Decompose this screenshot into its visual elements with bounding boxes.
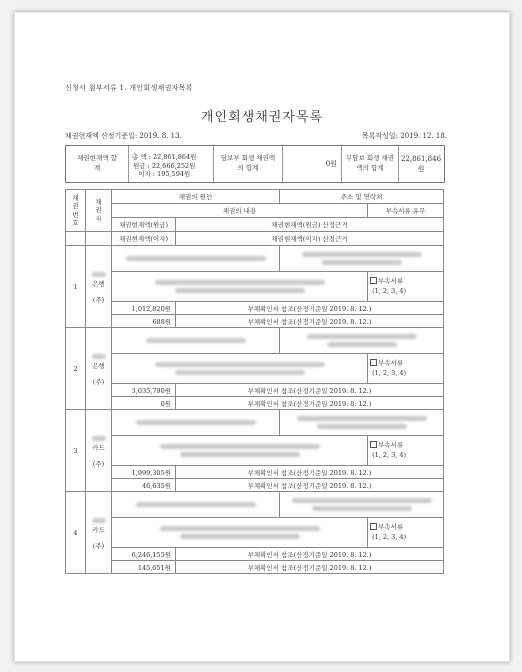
header-interest-basis: 채권현재액(이자) 산정근거	[176, 232, 444, 246]
summary-total: 총 액 : 22,861,864원	[132, 152, 197, 161]
header-principal-basis: 채권현재액(원금) 산정근거	[176, 218, 444, 232]
interest-basis: 부채확인서 참조(산정기준일 2019. 8. 12.)	[176, 479, 444, 492]
document-frame	[14, 12, 510, 662]
summary-label-total: 채권현재액 합계	[66, 146, 129, 182]
summary-secured: 0원	[282, 146, 342, 182]
page-title: 개인회생채권자목록	[200, 110, 324, 125]
attachment-heading: 신청서 첨부서류 1. 개인회생채권자목록	[65, 84, 193, 92]
created-date: 목록작성일: 2019. 12. 18.	[361, 132, 447, 140]
interest-basis: 부채확인서 참조(산정기준일 2019. 8. 12.)	[176, 315, 444, 328]
interest-basis: 부채확인서 참조(산정기준일 2019. 8. 12.)	[176, 561, 444, 574]
header-claim-no: 채권번호	[66, 190, 86, 232]
base-date: 채권현재액 산정기준일: 2019. 8. 13.	[65, 132, 182, 140]
interest-amount: 0원	[112, 397, 176, 410]
interest-amount: 46,635원	[112, 479, 176, 492]
creditor-row	[66, 328, 444, 354]
summary-unsecured: 22,861,846원	[400, 154, 442, 173]
summary-box	[65, 145, 445, 183]
claim-number: 4	[66, 492, 86, 574]
header-creditor: 채권자	[86, 190, 112, 232]
principal-basis: 부채확인서 참조(산정기준일 2019. 8. 12.)	[176, 548, 444, 561]
attachment-checkbox[interactable]: 부속서류 (1, 2, 3, 4)	[368, 518, 444, 548]
claim-number: 2	[66, 328, 86, 410]
interest-amount: 145,651원	[112, 561, 176, 574]
claim-content-redacted	[112, 272, 368, 302]
claim-number: 3	[66, 410, 86, 492]
claim-cause-redacted	[112, 492, 280, 518]
header-attachment: 부속서류 유무	[368, 204, 444, 218]
claim-cause-redacted	[112, 246, 280, 272]
creditor-name: 은행 (주)	[86, 246, 112, 328]
header-cause: 채권의 원인	[112, 190, 280, 204]
interest-amount: 688원	[112, 315, 176, 328]
claim-cause-redacted	[112, 410, 280, 436]
document-page	[15, 13, 509, 661]
header-principal: 채권현재액(원금)	[112, 218, 176, 232]
creditor-row	[66, 492, 444, 518]
claim-content-redacted	[112, 518, 368, 548]
principal-amount: 1,999,305원	[112, 466, 176, 479]
summary-principal: 원금 : 22,666,252원	[133, 161, 196, 170]
header-content: 채권의 내용	[112, 204, 368, 218]
creditor-name: 카드 (주)	[86, 492, 112, 574]
header-interest: 채권현재액(이자)	[112, 232, 176, 246]
contact-redacted	[280, 410, 444, 436]
contact-redacted	[280, 492, 444, 518]
attachment-checkbox[interactable]: 부속서류 (1, 2, 3, 4)	[368, 354, 444, 384]
summary-label-secured: 담보부 회생 채권액의 합계	[214, 146, 283, 182]
creditor-name: 카드 (주)	[86, 410, 112, 492]
claim-number: 1	[66, 246, 86, 328]
principal-basis: 부채확인서 참조(산정기준일 2019. 8. 12.)	[176, 384, 444, 397]
summary-label-unsecured: 무담보 회생 채권액의 합계	[342, 146, 399, 182]
contact-redacted	[280, 246, 444, 272]
attachment-checkbox[interactable]: 부속서류 (1, 2, 3, 4)	[368, 436, 444, 466]
principal-amount: 1,012,820원	[112, 302, 176, 315]
principal-amount: 6,246,155원	[112, 548, 176, 561]
attachment-checkbox[interactable]: 부속서류 (1, 2, 3, 4)	[368, 272, 444, 302]
summary-interest: 이자 : 195,594원	[138, 170, 191, 179]
creditor-row	[66, 410, 444, 436]
creditor-table	[65, 189, 444, 574]
header-contact: 주소 및 연락처	[280, 190, 444, 204]
claim-content-redacted	[112, 436, 368, 466]
principal-basis: 부채확인서 참조(산정기준일 2019. 8. 12.)	[176, 302, 444, 315]
summary-total-values	[128, 146, 214, 182]
interest-basis: 부채확인서 참조(산정기준일 2019. 8. 12.)	[176, 397, 444, 410]
claim-content-redacted	[112, 354, 368, 384]
claim-cause-redacted	[112, 328, 280, 354]
principal-amount: 3,035,790원	[112, 384, 176, 397]
contact-redacted	[280, 328, 444, 354]
creditor-row	[66, 246, 444, 272]
principal-basis: 부채확인서 참조(산정기준일 2019. 8. 12.)	[176, 466, 444, 479]
creditor-name: 은행 (주)	[86, 328, 112, 410]
